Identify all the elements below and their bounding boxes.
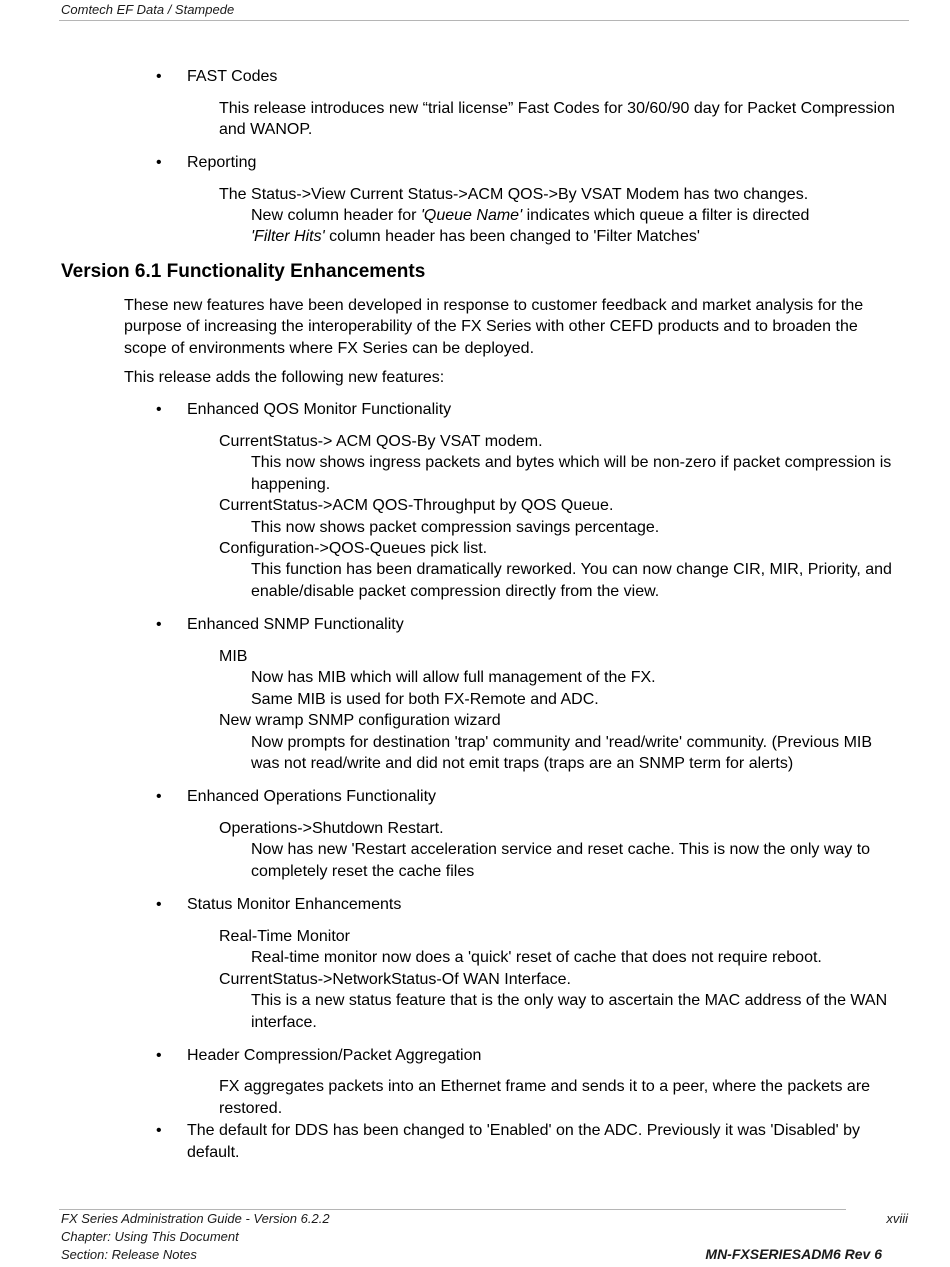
qos-detail: happening. xyxy=(251,476,331,493)
text-run: New column header for xyxy=(251,207,421,224)
bullet-title-snmp: Enhanced SNMP Functionality xyxy=(187,616,404,633)
header-comp-detail: FX aggregates packets into an Ethernet frame and sends it to a peer, where the packets are xyxy=(219,1078,871,1095)
reporting-change-2 xyxy=(251,226,700,247)
text-run: column header has been changed to 'Filter Matches' xyxy=(324,228,700,245)
bullet-title-status-monitor: Status Monitor Enhancements xyxy=(187,896,402,913)
text-run: indicates which queue a filter is directed xyxy=(522,207,810,224)
bullet-icon: • xyxy=(156,401,162,418)
ops-detail: completely reset the cache files xyxy=(251,863,475,880)
qos-detail: This function has been dramatically reworked. You can now change CIR, MIR, Priority, and xyxy=(251,561,892,578)
qos-detail: This now shows packet compression savings percentage. xyxy=(251,519,660,536)
adds-line: This release adds the following new features: xyxy=(124,369,445,386)
dds-line: default. xyxy=(187,1144,240,1161)
queue-name-term: 'Queue Name' xyxy=(420,207,523,224)
status-detail: Real-time monitor now does a 'quick' reset of cache that does not require reboot. xyxy=(251,949,822,966)
page-number: xviii xyxy=(886,1211,908,1226)
running-header: Comtech EF Data / Stampede xyxy=(61,2,235,17)
intro-line: purpose of increasing the interoperability of the FX Series with other CEFD products and to broaden the xyxy=(124,318,858,335)
fast-codes-body-line: This release introduces new “trial license” Fast Codes for 30/60/90 day for Packet Compression xyxy=(219,100,895,117)
bullet-title-fast-codes: FAST Codes xyxy=(187,68,278,85)
status-detail: This is a new status feature that is the only way to ascertain the MAC address of the WAN xyxy=(251,992,888,1009)
dds-line: The default for DDS has been changed to 'Enabled' on the ADC. Previously it was 'Disabled' by xyxy=(187,1122,861,1139)
status-item: CurrentStatus->NetworkStatus-Of WAN Interface. xyxy=(219,971,571,988)
bullet-title-header-compression: Header Compression/Packet Aggregation xyxy=(187,1047,482,1064)
header-comp-detail: restored. xyxy=(219,1100,283,1117)
bullet-icon: • xyxy=(156,616,162,633)
section-heading: Version 6.1 Functionality Enhancements xyxy=(61,261,426,282)
footer-chapter: Chapter: Using This Document xyxy=(61,1229,239,1244)
reporting-intro: The Status->View Current Status->ACM QOS->By VSAT Modem has two changes. xyxy=(219,186,809,203)
qos-detail: enable/disable packet compression directly from the view. xyxy=(251,583,660,600)
qos-item: CurrentStatus->ACM QOS-Throughput by QOS Queue. xyxy=(219,497,614,514)
snmp-item: New wramp SNMP configuration wizard xyxy=(219,712,501,729)
qos-item: Configuration->QOS-Queues pick list. xyxy=(219,540,488,557)
bullet-icon: • xyxy=(156,896,162,913)
bullet-title-reporting: Reporting xyxy=(187,154,257,171)
qos-detail: This now shows ingress packets and bytes which will be non-zero if packet compression is xyxy=(251,454,892,471)
intro-line: These new features have been developed in response to customer feedback and market analysis for the xyxy=(124,297,864,314)
header-divider xyxy=(59,20,909,21)
fast-codes-body-line: and WANOP. xyxy=(219,121,313,138)
bullet-icon: • xyxy=(156,788,162,805)
qos-item: CurrentStatus-> ACM QOS-By VSAT modem. xyxy=(219,433,543,450)
bullet-icon: • xyxy=(156,68,162,85)
bullet-icon: • xyxy=(156,1047,162,1064)
status-detail: interface. xyxy=(251,1014,317,1031)
status-item: Real-Time Monitor xyxy=(219,928,350,945)
document-id: MN-FXSERIESADM6 Rev 6 xyxy=(705,1246,882,1262)
bullet-icon: • xyxy=(156,1122,162,1139)
footer-section: Section: Release Notes xyxy=(61,1247,197,1262)
snmp-detail: Same MIB is used for both FX-Remote and ADC. xyxy=(251,691,599,708)
reporting-change-1 xyxy=(251,205,809,226)
snmp-detail: Now prompts for destination 'trap' community and 'read/write' community. (Previous MIB xyxy=(251,734,873,751)
filter-hits-term: 'Filter Hits' xyxy=(251,228,325,245)
intro-line: scope of environments where FX Series can be deployed. xyxy=(124,340,535,357)
bullet-title-operations: Enhanced Operations Functionality xyxy=(187,788,437,805)
footer-guide-title: FX Series Administration Guide - Version 6.2.2 xyxy=(61,1211,330,1226)
ops-detail: Now has new 'Restart acceleration service and reset cache. This is now the only way to xyxy=(251,841,871,858)
ops-item: Operations->Shutdown Restart. xyxy=(219,820,444,837)
snmp-detail: Now has MIB which will allow full management of the FX. xyxy=(251,669,656,686)
bullet-icon: • xyxy=(156,154,162,171)
snmp-detail: was not read/write and did not emit traps (traps are an SNMP term for alerts) xyxy=(251,755,794,772)
snmp-item: MIB xyxy=(219,648,248,665)
bullet-title-qos: Enhanced QOS Monitor Functionality xyxy=(187,401,452,418)
